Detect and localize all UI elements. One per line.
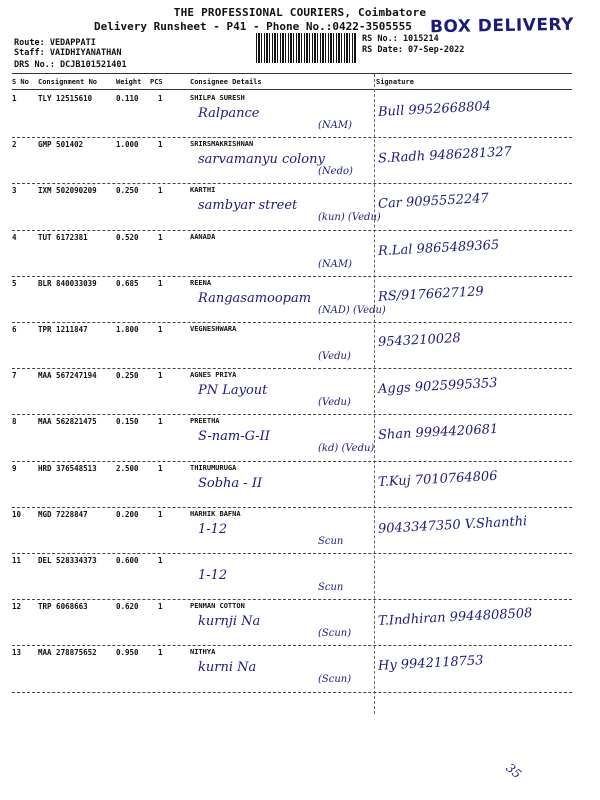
row-handwritten-tag: (Scun) xyxy=(318,674,352,686)
row-handwritten-tag: (kun) (Vedu) xyxy=(318,212,381,224)
row-sno: 3 xyxy=(12,186,17,196)
table-row xyxy=(0,556,600,602)
row-handwritten-address: PN Layout xyxy=(198,383,268,399)
row-consignment: TRP 6068663 xyxy=(38,602,88,612)
footer-mark: 35 xyxy=(503,760,524,782)
row-signature: RS/9176627129 xyxy=(377,284,485,305)
row-handwritten-tag: (Scun) xyxy=(318,628,352,640)
row-handwritten-address: sarvamanyu colony xyxy=(198,152,325,168)
row-handwritten-address: Ralpance xyxy=(198,106,260,121)
row-pcs: 1 xyxy=(158,556,163,565)
row-handwritten-address: Rangasamoopam xyxy=(198,290,312,306)
row-sno: 7 xyxy=(12,371,17,381)
row-handwritten-address: kurnji Na xyxy=(198,614,261,630)
row-consignee-name: KARTHI xyxy=(190,186,216,195)
row-pcs: 1 xyxy=(158,325,163,334)
row-sno: 11 xyxy=(12,556,22,565)
runsheet-subtitle: Delivery Runsheet - P41 - Phone No.:0422-3505555 xyxy=(94,20,412,33)
row-handwritten-tag: (NAM) xyxy=(318,120,353,131)
row-pcs: 1 xyxy=(158,509,163,519)
row-handwritten-tag: (kd) (Vedu) xyxy=(318,443,375,455)
row-handwritten-tag: (Vedu) xyxy=(318,351,351,362)
row-sno: 10 xyxy=(12,509,22,519)
row-consignment: TPR 1211847 xyxy=(38,325,88,334)
row-pcs: 1 xyxy=(158,186,163,196)
row-consignee-name: NITHYA xyxy=(190,648,216,657)
table-header-line xyxy=(12,89,572,90)
table-row xyxy=(0,279,600,325)
row-consignment: GMP 501402 xyxy=(38,140,84,150)
row-divider xyxy=(12,645,572,646)
row-sno: 6 xyxy=(12,325,17,334)
row-sno: 2 xyxy=(12,140,17,150)
row-divider xyxy=(12,507,572,508)
row-signature: T.Kuj 7010764806 xyxy=(377,468,498,490)
row-pcs: 1 xyxy=(158,463,163,473)
table-row xyxy=(0,186,600,232)
row-divider xyxy=(12,692,572,693)
row-weight: 0.520 xyxy=(116,232,139,242)
row-divider xyxy=(12,276,572,277)
table-row xyxy=(0,94,600,140)
row-consignment: TUT 6172381 xyxy=(38,232,88,242)
staff-label: Staff: VAIDHIYANATHAN xyxy=(14,48,122,58)
col-weight: Weight xyxy=(116,78,142,86)
table-row xyxy=(0,648,600,694)
row-divider xyxy=(12,137,572,138)
row-pcs: 1 xyxy=(158,140,163,150)
row-divider xyxy=(12,599,572,600)
row-pcs: 1 xyxy=(158,371,163,381)
row-weight: 1.000 xyxy=(116,140,139,150)
row-weight: 0.685 xyxy=(116,278,139,288)
row-consignee-name: AGNES PRIYA xyxy=(190,371,237,380)
row-weight: 0.600 xyxy=(116,556,139,565)
row-weight: 2.500 xyxy=(116,463,139,473)
row-sno: 4 xyxy=(12,232,17,242)
row-sno: 12 xyxy=(12,602,22,612)
row-handwritten-tag: (Vedu) xyxy=(318,397,351,409)
row-consignee-name: VEGNESHWARA xyxy=(190,325,237,333)
row-consignee-name: THIRUMURUGA xyxy=(190,463,237,472)
row-weight: 0.110 xyxy=(116,94,139,103)
row-pcs: 1 xyxy=(158,232,163,242)
route-label: Route: VEDAPPATI xyxy=(14,38,96,48)
row-signature: S.Radh 9486281327 xyxy=(377,144,513,167)
col-signature: Signature xyxy=(376,78,414,86)
rs-date: RS Date: 07-Sep-2022 xyxy=(362,45,465,55)
table-row xyxy=(0,464,600,510)
row-consignment: BLR 840033039 xyxy=(38,278,97,288)
rs-number: RS No.: 1015214 xyxy=(362,34,439,44)
row-handwritten-address: sambyar street xyxy=(198,198,298,214)
row-handwritten-address: 1-12 xyxy=(198,568,228,583)
table-row xyxy=(0,510,600,556)
row-signature: Shan 9994420681 xyxy=(377,422,499,444)
row-pcs: 1 xyxy=(158,417,163,427)
row-divider xyxy=(12,368,572,369)
row-signature: R.Lal 9865489365 xyxy=(377,237,500,259)
row-consignee-name: SHILPA SURESH xyxy=(190,94,245,102)
row-weight: 0.950 xyxy=(116,648,139,658)
row-signature: Bull 9952668804 xyxy=(377,99,492,120)
row-consignee-name: PREETHA xyxy=(190,417,220,426)
row-divider xyxy=(12,414,572,415)
row-weight: 0.150 xyxy=(116,417,139,427)
row-consignee-name: SRIRSMAKRISHNAN xyxy=(190,140,254,149)
row-pcs: 1 xyxy=(158,602,163,612)
drs-number: DRS No.: DCJB101521401 xyxy=(14,60,127,70)
row-sno: 1 xyxy=(12,94,17,103)
row-weight: 0.620 xyxy=(116,602,139,612)
row-weight: 0.250 xyxy=(116,371,139,381)
row-pcs: 1 xyxy=(158,94,163,103)
table-row xyxy=(0,417,600,463)
col-pcs: PCS xyxy=(150,78,163,86)
row-handwritten-tag: Scun xyxy=(318,535,344,547)
row-handwritten-address: S-nam-G-II xyxy=(198,429,270,445)
row-divider xyxy=(12,322,572,323)
row-sno: 13 xyxy=(12,648,22,658)
row-consignment: IXM 502090209 xyxy=(38,186,97,196)
row-consignee-name: AANADA xyxy=(190,232,216,241)
row-divider xyxy=(12,230,572,231)
row-pcs: 1 xyxy=(158,648,163,658)
col-consignee: Consignee Details xyxy=(190,78,262,86)
row-sno: 5 xyxy=(12,278,17,288)
col-sno: S No xyxy=(12,78,29,86)
row-divider xyxy=(12,553,572,554)
table-row xyxy=(0,140,600,186)
row-handwritten-tag: Scun xyxy=(318,582,344,593)
row-handwritten-address: Sobha - II xyxy=(198,475,263,491)
row-weight: 0.250 xyxy=(116,186,139,196)
row-pcs: 1 xyxy=(158,278,163,288)
col-consignment: Consignment No xyxy=(38,78,98,86)
row-signature: Car 9095552247 xyxy=(377,191,490,213)
row-signature: 9043347350 V.Shanthi xyxy=(377,513,528,537)
row-handwritten-address: 1-12 xyxy=(198,521,228,537)
row-consignment: MAA 278875652 xyxy=(38,648,97,658)
table-row xyxy=(0,325,600,371)
row-consignee-name: PENMAN COTTON xyxy=(190,602,245,611)
barcode xyxy=(256,33,356,63)
row-consignee-name: HARHIK BAFNA xyxy=(190,509,241,518)
row-divider xyxy=(12,183,572,184)
row-handwritten-tag: (NAM) xyxy=(318,258,353,270)
table-row xyxy=(0,602,600,648)
row-handwritten-tag: (Nedo) xyxy=(318,166,353,178)
row-consignment: DEL 528334373 xyxy=(38,556,97,565)
row-handwritten-address: kurni Na xyxy=(198,660,257,676)
row-divider xyxy=(12,461,572,462)
row-signature: Hy 9942118753 xyxy=(377,653,484,675)
box-delivery-stamp: BOX DELIVERY xyxy=(429,14,575,38)
row-consignment: MAA 567247194 xyxy=(38,371,97,381)
row-consignment: MGD 7228847 xyxy=(38,509,88,519)
row-sno: 9 xyxy=(12,463,17,473)
row-handwritten-tag: (NAD) (Vedu) xyxy=(318,304,386,316)
row-sno: 8 xyxy=(12,417,17,427)
table-row xyxy=(0,371,600,417)
row-weight: 1.800 xyxy=(116,325,139,334)
row-weight: 0.200 xyxy=(116,509,139,519)
row-consignment: TLY 12515610 xyxy=(38,94,93,103)
row-consignment: HRD 376548513 xyxy=(38,463,97,473)
row-consignment: MAA 562821475 xyxy=(38,417,97,427)
row-signature: 9543210028 xyxy=(377,330,462,351)
table-row xyxy=(0,233,600,279)
company-title: THE PROFESSIONAL COURIERS, Coimbatore xyxy=(173,6,427,19)
table-top-line xyxy=(12,73,572,74)
row-consignee-name: REENA xyxy=(190,278,212,287)
row-signature: T.Indhiran 9944808508 xyxy=(377,606,533,630)
row-signature: Aggs 9025995353 xyxy=(377,376,498,398)
